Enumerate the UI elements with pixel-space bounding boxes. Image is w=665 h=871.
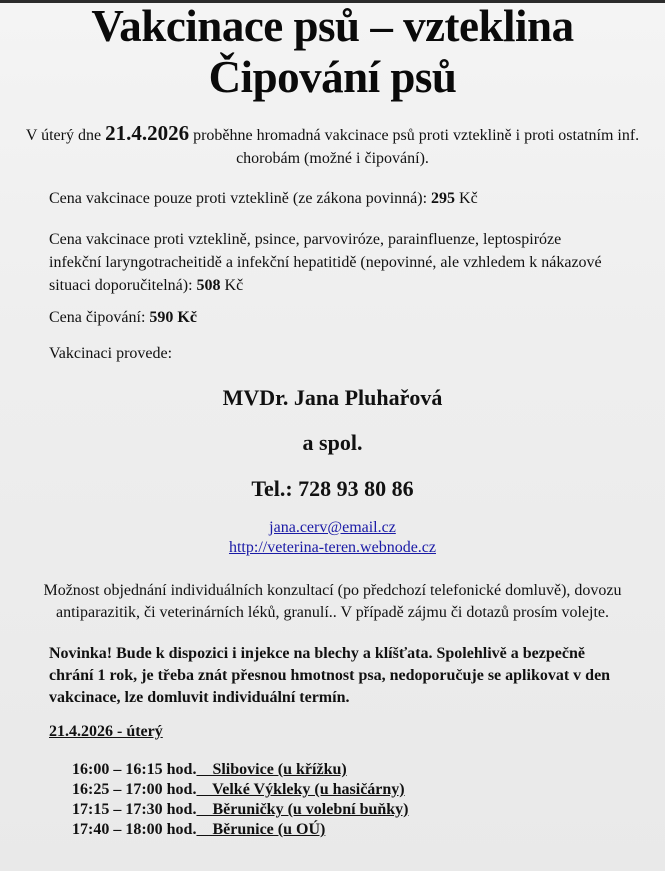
schedule-row [72,780,409,800]
intro-prefix: V úterý dne [25,127,106,144]
price-currency: Kč [455,190,478,207]
contact-links [0,518,665,558]
website-link[interactable]: http://veterina-teren.webnode.cz [228,539,436,556]
price-label: Cena čipování: [49,309,150,326]
price-chip [49,306,609,329]
intro-paragraph [20,122,645,170]
schedule-location: Slibovice (u křížku) [196,761,347,778]
schedule-row [72,820,409,840]
intro-date: 21.4.2026 [105,121,190,145]
page-subtitle: Čipování psů [208,52,457,102]
schedule-row [72,760,409,780]
price-amount: 590 Kč [149,309,197,326]
schedule-time: 16:25 – 17:00 hod. [72,781,197,798]
price-label: Cena vakcinace proti vzteklině, psince, parvoviróze, parainfluenze, leptospiróze infekční laryngotracheitidě a infekční hepatitidě (nepovinné, ale vzhledem k nákazové situaci doporučitelná): [49,231,602,294]
page-title: Vakcinace psů – vzteklina [91,1,574,51]
novinka-paragraph: Novinka! Bude k dispozici i injekce na blechy a klíšťata. Spolehlivě a bezpečně chrání 1 rok, je třeba znát přesnou hmotnost psa, nedoporučuje se aplikovat v den vakcinace, lze domluvit individuální termín. [49,645,611,706]
provider-spol: a spol. [302,430,363,455]
schedule-location: Běruničky (u volební buňky) [196,801,409,818]
provider-label: Vakcinaci provede: [49,345,173,362]
schedule-list [72,760,409,840]
price-rabies [49,187,609,210]
schedule-row [72,800,409,820]
schedule-location: Velké Výkleky (u hasičárny) [196,781,405,798]
price-label: Cena vakcinace pouze proti vzteklině (ze zákona povinná): [49,190,432,207]
price-combined [49,228,609,297]
schedule-time: 17:15 – 17:30 hod. [72,801,197,818]
schedule-time: 16:00 – 16:15 hod. [72,761,197,778]
provider-name: MVDr. Jana Pluhařová [222,385,443,410]
email-link[interactable]: jana.cerv@email.cz [269,519,396,536]
schedule-heading: 21.4.2026 - úterý [49,723,163,740]
price-amount: 508 [196,277,221,294]
schedule-location: Běrunice (u OÚ) [196,821,326,838]
price-currency: Kč [220,277,244,294]
schedule-time: 17:40 – 18:00 hod. [72,821,197,838]
provider-phone: Tel.: 728 93 80 86 [251,476,414,501]
price-amount: 295 [431,190,456,207]
intro-suffix: proběhne hromadná vakcinace psů proti vzteklině i proti ostatním inf. chorobám (možné i čipování). [189,127,640,167]
consultation-paragraph: Možnost objednání individuálních konzultací (po předchozí telefonické domluvě), dovozu antiparazitik, či veterinárních léků, granulí.. V případě zájmu či dotazů prosím volejte. [43,582,622,621]
